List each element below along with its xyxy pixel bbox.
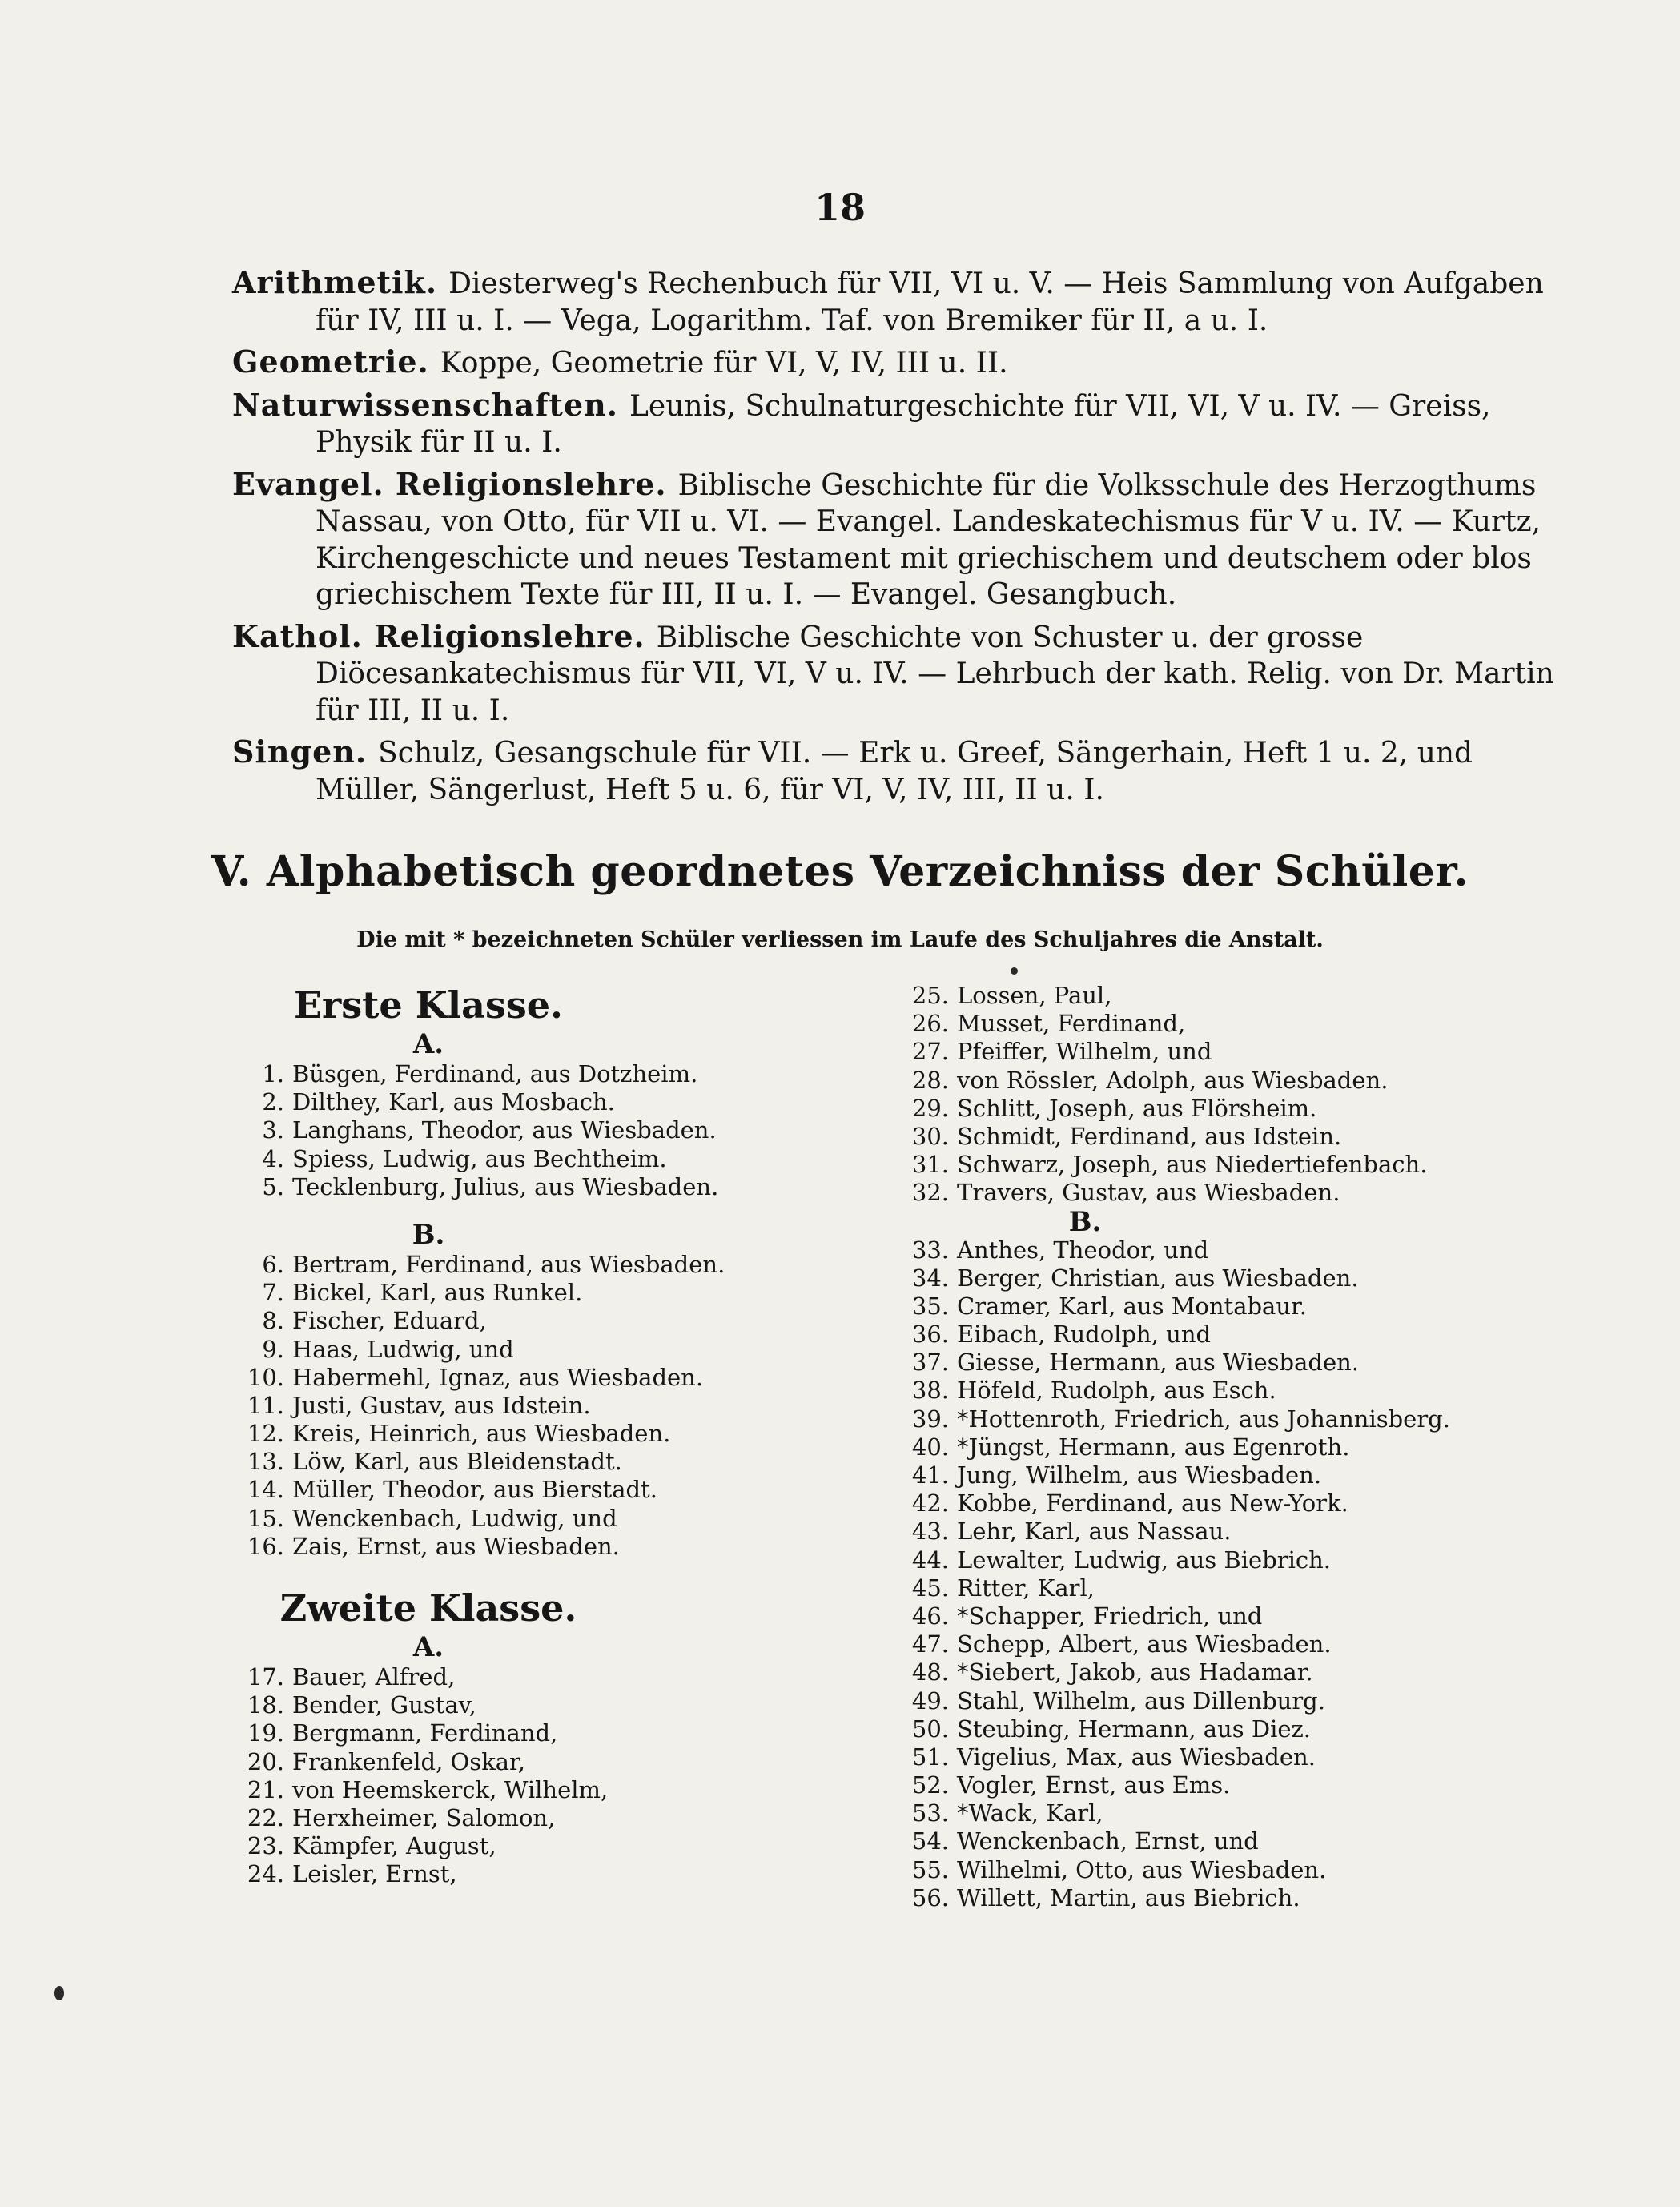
student-row bbox=[901, 982, 1590, 1010]
class-heading-erste: Erste Klasse. bbox=[293, 983, 564, 1027]
student-list bbox=[901, 1236, 1590, 1913]
student-number: 31. bbox=[911, 1151, 949, 1179]
student-row bbox=[901, 1827, 1590, 1855]
student-number: 34. bbox=[911, 1264, 949, 1292]
student-name: Herxheimer, Salomon, bbox=[292, 1803, 556, 1831]
student-name: Wenckenbach, Ludwig, und bbox=[292, 1504, 617, 1532]
student-row bbox=[901, 1123, 1590, 1151]
student-name: Stahl, Wilhelm, aus Dillenburg. bbox=[957, 1686, 1325, 1715]
student-name: Langhans, Theodor, aus Wiesbaden. bbox=[292, 1116, 717, 1144]
division-label: B. bbox=[1068, 1205, 1102, 1238]
student-name: Büsgen, Ferdinand, aus Dotzheim. bbox=[292, 1060, 698, 1087]
student-row bbox=[901, 1574, 1590, 1602]
section-heading: V. Alphabetisch geordnetes Verzeichniss der Schüler. bbox=[211, 847, 1469, 896]
student-name: Frankenfeld, Oskar, bbox=[292, 1747, 525, 1775]
student-number: 52. bbox=[911, 1771, 949, 1799]
student-name: Bergmann, Ferdinand, bbox=[292, 1719, 558, 1747]
student-number: 49. bbox=[911, 1686, 949, 1715]
student-row bbox=[901, 1377, 1590, 1405]
textbook-text: Biblische Geschichte von Schuster u. der grosse Diöcesankatechismus für VII, VI, V u. IV. — Lehrbuch der kath. Relig. von Dr. Martin für III, II u. I. bbox=[316, 621, 1554, 727]
student-list bbox=[901, 982, 1590, 1208]
student-row bbox=[901, 1236, 1590, 1264]
student-number: 7. bbox=[262, 1279, 284, 1307]
textbook-text: Biblische Geschichte für die Volksschule des Herzogthums Nassau, von Otto, für VII u. VI. — Evangel. Landeskatechismus für V u. IV. — Kurtz, Kirchengeschicte und neues Testament mit griechischem und deutschem oder blos griechischem Texte für III, II u. I. — Evangel. Gesangbuch. bbox=[316, 468, 1541, 611]
student-number: 27. bbox=[911, 1038, 949, 1066]
student-row bbox=[901, 1038, 1590, 1066]
student-number: 47. bbox=[911, 1630, 949, 1658]
student-row bbox=[236, 1832, 845, 1860]
student-row bbox=[901, 1349, 1590, 1377]
student-number: 14. bbox=[247, 1476, 284, 1504]
student-number: 41. bbox=[911, 1461, 949, 1489]
student-number: 23. bbox=[247, 1832, 284, 1860]
division-label: A. bbox=[412, 1631, 444, 1663]
student-number: 51. bbox=[911, 1743, 949, 1771]
student-number: 10. bbox=[247, 1363, 284, 1391]
student-list bbox=[236, 1663, 845, 1889]
student-row bbox=[236, 1804, 845, 1832]
student-row bbox=[901, 1771, 1590, 1799]
student-number: 21. bbox=[247, 1775, 284, 1803]
right-column bbox=[901, 982, 1590, 1912]
student-number: 35. bbox=[911, 1292, 949, 1320]
student-number: 53. bbox=[911, 1799, 949, 1827]
student-row bbox=[901, 1884, 1590, 1912]
student-number: 48. bbox=[911, 1658, 949, 1686]
student-number: 19. bbox=[247, 1719, 284, 1747]
student-name: *Hottenroth, Friedrich, aus Johannisberg. bbox=[957, 1405, 1450, 1433]
student-number: 20. bbox=[247, 1747, 284, 1775]
student-number: 42. bbox=[911, 1489, 949, 1518]
student-name: Schwarz, Joseph, aus Niedertiefenbach. bbox=[957, 1151, 1428, 1179]
student-number: 26. bbox=[911, 1010, 949, 1038]
student-list bbox=[236, 1060, 845, 1201]
student-number: 4. bbox=[262, 1144, 284, 1172]
student-number: 28. bbox=[911, 1066, 949, 1094]
student-name: Haas, Ludwig, und bbox=[292, 1335, 514, 1363]
textbook-entry bbox=[232, 734, 1578, 808]
student-name: Fischer, Eduard, bbox=[292, 1307, 487, 1335]
student-name: Anthes, Theodor, und bbox=[957, 1236, 1209, 1264]
student-number: 11. bbox=[247, 1391, 284, 1419]
student-row bbox=[901, 1856, 1590, 1884]
student-number: 56. bbox=[911, 1883, 949, 1912]
student-number: 43. bbox=[911, 1518, 949, 1546]
student-name: Wilhelmi, Otto, aus Wiesbaden. bbox=[957, 1855, 1327, 1883]
student-row bbox=[901, 1292, 1590, 1321]
student-number: 54. bbox=[911, 1827, 949, 1855]
student-name: von Rössler, Adolph, aus Wiesbaden. bbox=[957, 1066, 1389, 1094]
student-number: 30. bbox=[911, 1122, 949, 1150]
subject-label: Evangel. Religionslehre. bbox=[232, 465, 667, 502]
student-name: Ritter, Karl, bbox=[957, 1574, 1095, 1602]
student-name: Giesse, Hermann, aus Wiesbaden. bbox=[957, 1349, 1360, 1377]
student-number: 46. bbox=[911, 1602, 949, 1630]
student-number: 38. bbox=[911, 1377, 949, 1405]
student-name: Dilthey, Karl, aus Mosbach. bbox=[292, 1088, 615, 1116]
student-name: *Schapper, Friedrich, und bbox=[957, 1602, 1263, 1630]
student-name: Tecklenburg, Julius, aus Wiesbaden. bbox=[292, 1172, 719, 1200]
student-name: Höfeld, Rudolph, aus Esch. bbox=[957, 1377, 1276, 1405]
student-number: 6. bbox=[262, 1250, 284, 1278]
student-row bbox=[901, 1321, 1590, 1349]
student-number: 13. bbox=[247, 1448, 284, 1476]
student-row bbox=[236, 1392, 845, 1420]
student-name: *Wack, Karl, bbox=[957, 1799, 1103, 1827]
departure-note: Die mit * bezeichneten Schüler verliessen im Laufe des Schuljahres die Anstalt. bbox=[356, 927, 1324, 952]
subject-label: Arithmetik. bbox=[232, 264, 438, 300]
class-heading-zweite: Zweite Klasse. bbox=[279, 1586, 577, 1630]
student-name: Kämpfer, August, bbox=[292, 1832, 496, 1860]
student-number: 8. bbox=[262, 1307, 284, 1335]
student-row bbox=[901, 1630, 1590, 1658]
student-row bbox=[236, 1420, 845, 1448]
student-name: Lehr, Karl, aus Nassau. bbox=[957, 1518, 1232, 1546]
textbook-entry bbox=[232, 344, 1578, 382]
student-name: Steubing, Hermann, aus Diez. bbox=[957, 1715, 1312, 1743]
student-number: 33. bbox=[911, 1236, 949, 1264]
student-name: Müller, Theodor, aus Bierstadt. bbox=[292, 1476, 657, 1504]
student-row bbox=[901, 1461, 1590, 1489]
student-name: Lewalter, Ludwig, aus Biebrich. bbox=[957, 1546, 1331, 1574]
division-label: B. bbox=[412, 1218, 445, 1251]
left-column bbox=[236, 982, 845, 1889]
student-row bbox=[236, 1145, 845, 1173]
student-number: 2. bbox=[262, 1088, 284, 1116]
student-row bbox=[901, 1518, 1590, 1546]
student-number: 15. bbox=[247, 1504, 284, 1532]
student-number: 9. bbox=[262, 1335, 284, 1363]
textbook-list bbox=[232, 264, 1578, 808]
student-row bbox=[901, 1405, 1590, 1433]
student-row bbox=[236, 1860, 845, 1888]
student-number: 1. bbox=[262, 1060, 284, 1087]
student-name: Kobbe, Ferdinand, aus New-York. bbox=[957, 1489, 1348, 1518]
student-row bbox=[901, 1433, 1590, 1461]
student-name: Zais, Ernst, aus Wiesbaden. bbox=[292, 1532, 620, 1560]
student-number: 37. bbox=[911, 1349, 949, 1377]
student-row bbox=[901, 1687, 1590, 1715]
student-row bbox=[901, 1067, 1590, 1095]
student-name: Wenckenbach, Ernst, und bbox=[957, 1827, 1259, 1855]
student-number: 50. bbox=[911, 1715, 949, 1743]
subject-label: Singen. bbox=[232, 734, 368, 770]
page-number: 18 bbox=[814, 186, 866, 229]
student-name: Schmidt, Ferdinand, aus Idstein. bbox=[957, 1122, 1342, 1150]
student-number: 55. bbox=[911, 1855, 949, 1883]
student-name: Bertram, Ferdinand, aus Wiesbaden. bbox=[292, 1250, 725, 1278]
student-name: von Heemskerck, Wilhelm, bbox=[292, 1775, 609, 1803]
student-number: 39. bbox=[911, 1405, 949, 1433]
student-row bbox=[901, 1179, 1590, 1207]
student-name: Bickel, Karl, aus Runkel. bbox=[292, 1279, 583, 1307]
student-row bbox=[901, 1489, 1590, 1518]
student-row bbox=[901, 1151, 1590, 1179]
student-row bbox=[901, 1546, 1590, 1574]
student-number: 12. bbox=[247, 1420, 284, 1448]
textbook-text: Diesterweg's Rechenbuch für VII, VI u. V. — Heis Sammlung von Aufgaben für IV, III u. I. — Vega, Logarithm. Taf. von Bremiker für II, a u. I. bbox=[316, 267, 1544, 337]
student-name: Pfeiffer, Wilhelm, und bbox=[957, 1038, 1212, 1066]
student-list bbox=[236, 1251, 845, 1561]
student-name: Vigelius, Max, aus Wiesbaden. bbox=[957, 1743, 1316, 1771]
student-row bbox=[236, 1336, 845, 1364]
student-name: Bender, Gustav, bbox=[292, 1691, 476, 1719]
student-number: 17. bbox=[247, 1663, 284, 1690]
student-row bbox=[236, 1307, 845, 1335]
student-name: Cramer, Karl, aus Montabaur. bbox=[957, 1292, 1307, 1320]
student-number: 29. bbox=[911, 1094, 949, 1122]
student-row bbox=[236, 1505, 845, 1533]
student-row bbox=[236, 1279, 845, 1307]
student-name: Eibach, Rudolph, und bbox=[957, 1321, 1212, 1349]
subject-label: Naturwissenschaften. bbox=[232, 386, 619, 423]
textbook-text: Leunis, Schulnaturgeschichte für VII, VI, V u. IV. — Greiss, Physik für II u. I. bbox=[316, 389, 1491, 459]
student-row bbox=[901, 1715, 1590, 1743]
student-number: 22. bbox=[247, 1803, 284, 1831]
subject-label: Kathol. Religionslehre. bbox=[232, 617, 645, 654]
student-row bbox=[236, 1748, 845, 1776]
student-row bbox=[901, 1095, 1590, 1123]
student-name: Schepp, Albert, aus Wiesbaden. bbox=[957, 1630, 1332, 1658]
student-row bbox=[236, 1364, 845, 1392]
textbook-text: Schulz, Gesangschule für VII. — Erk u. Greef, Sängerhain, Heft 1 u. 2, und Müller, Sängerlust, Heft 5 u. 6, für VI, V, IV, III, II u. I. bbox=[316, 737, 1473, 806]
student-name: Löw, Karl, aus Bleidenstadt. bbox=[292, 1448, 622, 1476]
student-number: 25. bbox=[911, 982, 949, 1009]
student-number: 24. bbox=[247, 1860, 284, 1888]
student-row bbox=[901, 1602, 1590, 1630]
student-row bbox=[236, 1088, 845, 1116]
student-number: 44. bbox=[911, 1546, 949, 1574]
student-name: Spiess, Ludwig, aus Bechtheim. bbox=[292, 1144, 667, 1172]
student-name: Kreis, Heinrich, aus Wiesbaden. bbox=[292, 1420, 671, 1448]
student-row bbox=[236, 1691, 845, 1719]
student-row bbox=[901, 1799, 1590, 1827]
student-number: 3. bbox=[262, 1116, 284, 1144]
student-row bbox=[901, 1743, 1590, 1771]
student-name: Berger, Christian, aus Wiesbaden. bbox=[957, 1264, 1359, 1292]
student-number: 40. bbox=[911, 1433, 949, 1461]
student-row bbox=[236, 1116, 845, 1144]
student-name: *Jüngst, Hermann, aus Egenroth. bbox=[957, 1433, 1350, 1461]
student-row bbox=[236, 1173, 845, 1201]
textbook-entry bbox=[232, 387, 1578, 461]
student-row bbox=[236, 1776, 845, 1804]
student-name: Schlitt, Joseph, aus Flörsheim. bbox=[957, 1094, 1317, 1122]
student-name: Justi, Gustav, aus Idstein. bbox=[292, 1391, 591, 1419]
student-row bbox=[236, 1719, 845, 1747]
ink-speck bbox=[1011, 967, 1018, 975]
student-name: Travers, Gustav, aus Wiesbaden. bbox=[957, 1179, 1340, 1207]
textbook-entry bbox=[232, 264, 1578, 339]
student-name: Lossen, Paul, bbox=[957, 982, 1112, 1009]
student-name: Vogler, Ernst, aus Ems. bbox=[957, 1771, 1231, 1799]
student-row bbox=[236, 1663, 845, 1691]
student-row bbox=[901, 1264, 1590, 1292]
student-name: Musset, Ferdinand, bbox=[957, 1010, 1186, 1038]
student-row bbox=[236, 1476, 845, 1504]
student-name: *Siebert, Jakob, aus Hadamar. bbox=[957, 1658, 1313, 1686]
student-name: Habermehl, Ignaz, aus Wiesbaden. bbox=[292, 1363, 704, 1391]
student-number: 45. bbox=[911, 1574, 949, 1602]
textbook-entry bbox=[232, 618, 1578, 730]
student-number: 16. bbox=[247, 1532, 284, 1560]
student-name: Jung, Wilhelm, aus Wiesbaden. bbox=[957, 1461, 1322, 1489]
student-row bbox=[236, 1251, 845, 1279]
student-row bbox=[901, 1010, 1590, 1038]
student-row bbox=[236, 1533, 845, 1561]
student-row bbox=[901, 1658, 1590, 1686]
subject-label: Geometrie. bbox=[232, 344, 429, 380]
student-number: 36. bbox=[911, 1321, 949, 1349]
student-row bbox=[236, 1448, 845, 1476]
student-number: 5. bbox=[262, 1172, 284, 1200]
student-number: 32. bbox=[911, 1179, 949, 1207]
ink-speck bbox=[54, 1986, 64, 2000]
student-name: Leisler, Ernst, bbox=[292, 1860, 457, 1888]
division-label: A. bbox=[412, 1028, 444, 1060]
textbook-text: Koppe, Geometrie für VI, V, IV, III u. II. bbox=[440, 347, 1008, 380]
textbook-entry bbox=[232, 466, 1578, 613]
student-name: Bauer, Alfred, bbox=[292, 1663, 456, 1690]
student-name: Willett, Martin, aus Biebrich. bbox=[957, 1883, 1300, 1912]
student-row bbox=[236, 1060, 845, 1088]
student-number: 18. bbox=[247, 1691, 284, 1719]
